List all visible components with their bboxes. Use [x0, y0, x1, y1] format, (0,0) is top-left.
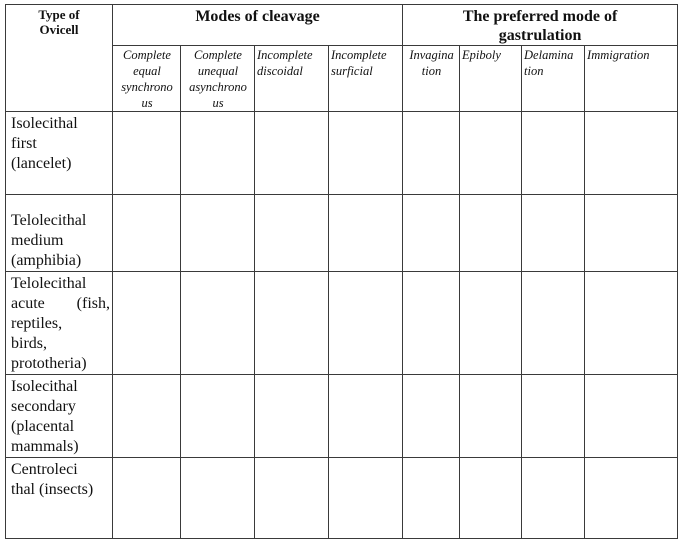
table-cell	[460, 458, 522, 539]
table-row	[6, 272, 678, 375]
row-label-centrolecithal	[6, 458, 113, 539]
table-cell	[522, 375, 585, 458]
cell-text-line: thal (insects)	[11, 481, 94, 498]
cell-text-line: Delamina	[524, 48, 574, 62]
table-cell	[585, 272, 678, 375]
cell-text-line	[11, 197, 110, 211]
table-cell	[113, 375, 181, 458]
table-cell	[585, 195, 678, 272]
cell-text-line: medium	[11, 232, 64, 249]
cell-text-line: surficial	[331, 64, 373, 78]
cell-text-line: secondary	[11, 398, 76, 415]
table-row	[6, 375, 678, 458]
table-cell	[522, 272, 585, 375]
cell-text-line: first	[11, 135, 37, 152]
table-cell	[255, 195, 329, 272]
cell-text-line: asynchrono	[189, 80, 247, 94]
type-of-ovicell-header	[6, 5, 113, 112]
cell-text-line: Epiboly	[462, 48, 501, 62]
col-complete-equal-synchronous	[113, 46, 181, 112]
table-cell	[460, 195, 522, 272]
table-row	[6, 195, 678, 272]
cell-text-line: Invagina	[409, 48, 454, 62]
table-cell	[255, 272, 329, 375]
table-cell	[460, 112, 522, 195]
cell-text-line: acute (fish,	[11, 295, 110, 312]
cell-text-line: Isolecithal	[11, 378, 78, 395]
col-epiboly	[460, 46, 522, 112]
col-incomplete-surficial	[329, 46, 403, 112]
table-cell	[403, 458, 460, 539]
cell-text-line: Immigration	[587, 48, 650, 62]
cell-text-line: mammals)	[11, 438, 79, 455]
cell-text-line: tion	[524, 64, 544, 78]
table-row	[6, 112, 678, 195]
table-cell	[403, 112, 460, 195]
cell-text-line: equal	[133, 64, 161, 78]
table-cell	[181, 195, 255, 272]
cell-text-line: synchrono	[121, 80, 173, 94]
row-label-isolecithal-secondary	[6, 375, 113, 458]
ovicell-table	[5, 4, 678, 539]
cell-text-line: (amphibia)	[11, 252, 82, 269]
cell-text-line: gastrulation	[498, 27, 582, 44]
preferred-gastrulation-header	[403, 5, 678, 46]
table-cell	[329, 195, 403, 272]
col-delamination	[522, 46, 585, 112]
modes-of-cleavage-header: Modes of cleavage	[113, 5, 403, 46]
cell-text-line: birds,	[11, 335, 47, 352]
cell-text-line: Incomplete	[257, 48, 313, 62]
cell-text-line: Telolecithal	[11, 275, 87, 292]
table-cell	[403, 195, 460, 272]
cell-text-line: us	[212, 96, 224, 110]
table-cell	[113, 458, 181, 539]
cell-text-line: us	[141, 96, 153, 110]
table-cell	[522, 195, 585, 272]
cell-text-line: tion	[421, 64, 442, 78]
table-cell	[585, 375, 678, 458]
table-cell	[403, 272, 460, 375]
cell-text-line: (placental	[11, 418, 75, 435]
cell-text-line: unequal	[197, 64, 239, 78]
cell-text-line: Complete	[194, 48, 242, 62]
table-cell	[522, 458, 585, 539]
table-cell	[255, 458, 329, 539]
table-cell	[181, 112, 255, 195]
table-cell	[181, 375, 255, 458]
cell-text-line: Isolecithal	[11, 115, 78, 132]
table-cell	[113, 112, 181, 195]
col-complete-unequal-asynchronous	[181, 46, 255, 112]
table-cell	[522, 112, 585, 195]
table-cell	[181, 458, 255, 539]
cell-text-line: discoidal	[257, 64, 303, 78]
table-cell	[329, 458, 403, 539]
cell-text-line: (lancelet)	[11, 155, 72, 172]
table-cell	[255, 112, 329, 195]
table-cell	[329, 375, 403, 458]
table-cell	[585, 112, 678, 195]
table-cell	[460, 375, 522, 458]
cell-text-line: Type of	[38, 7, 80, 22]
cell-text-line: Incomplete	[331, 48, 387, 62]
table-cell	[460, 272, 522, 375]
cell-text-line: The preferred mode of	[462, 8, 618, 25]
table-cell	[113, 195, 181, 272]
cell-text-line: Complete	[123, 48, 171, 62]
row-label-telolecithal-medium	[6, 195, 113, 272]
table-cell	[113, 272, 181, 375]
row-label-isolecithal-first	[6, 112, 113, 195]
cell-text-line: Telolecithal	[11, 212, 87, 229]
table-cell	[329, 272, 403, 375]
table-row	[6, 458, 678, 539]
col-incomplete-discoidal	[255, 46, 329, 112]
cell-text-line: reptiles,	[11, 315, 63, 332]
table-cell	[329, 112, 403, 195]
col-invagination	[403, 46, 460, 112]
cell-text-line: Ovicell	[39, 22, 79, 37]
table-cell	[585, 458, 678, 539]
col-immigration	[585, 46, 678, 112]
cell-text-line: Centroleci	[11, 461, 78, 478]
table-cell	[403, 375, 460, 458]
row-label-telolecithal-acute	[6, 272, 113, 375]
cell-text-line: prototheria)	[11, 355, 87, 372]
table-cell	[255, 375, 329, 458]
table-cell	[181, 272, 255, 375]
